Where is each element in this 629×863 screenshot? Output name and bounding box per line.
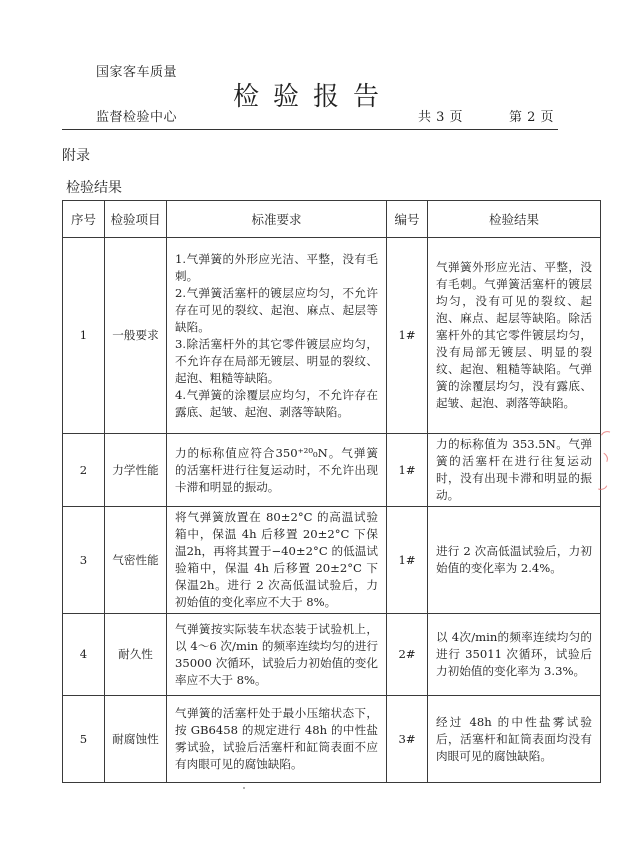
- header-divider: [62, 129, 558, 130]
- standard-clause: 气弹簧的活塞杆处于最小压缩状态下，按 GB6458 的规定进行 48h 的中性盐雾试验，试验后活塞杆和缸筒表面不应有肉眼可见的腐蚀缺陷。: [175, 706, 378, 771]
- row-standard: [167, 507, 387, 614]
- standard-clause: 力的标称值应符合350⁺²⁰₀N。气弹簧的活塞杆进行往复运动时，不允许出现卡滞和明显的振动。: [175, 445, 378, 494]
- results-heading: 检验结果: [66, 180, 122, 196]
- standard-clause: 3.除活塞杆外的其它零件镀层应均匀，不允许存在局部无镀层、明显的裂纹、起泡、粗糙等缺陷。: [175, 336, 378, 385]
- standard-clause: 2.气弹簧活塞杆的镀层应均匀，不允许存在可见的裂纹、起泡、麻点、起层等缺陷。: [175, 285, 378, 334]
- table-row: [63, 238, 601, 434]
- org-name-line1: 国家客车质量: [96, 65, 178, 80]
- row-standard: [167, 696, 387, 783]
- row-result: 以 4次/min的频率连续均匀的进行 35011 次循环，试验后力初始值的变化率为 3.3%。: [428, 614, 601, 696]
- results-table: [62, 200, 601, 783]
- seal-stamp-fragment: ◜ ◝ ◞: [596, 424, 613, 495]
- row-code: 1#: [387, 507, 428, 614]
- row-result: 气弹簧外形应光洁、平整，没有毛刺。气弹簧活塞杆的镀层均匀，没有可见的裂纹、起泡、麻点、起层等缺陷。除活塞杆外的其它零件镀层均匀，没有局部无镀层、明显的裂纹、起泡、粗糙等缺陷。气弹簧的涂覆层均匀，没有露底、起皱、起泡、剥落等缺陷。: [428, 238, 601, 434]
- row-standard: [167, 434, 387, 507]
- row-item: 耐久性: [105, 614, 167, 696]
- row-item: 一般要求: [105, 238, 167, 434]
- header-no: 序号: [63, 201, 105, 238]
- row-standard: [167, 614, 387, 696]
- standard-clause: 将气弹簧放置在 80±2°C 的高温试验箱中，保温 4h 后移置 20±2°C 下保温2h，再将其置于−40±2°C 的低温试验箱中，保温 4h 后移置 20±2°C 下保温2h。进行 2 次高低温试验后，力初始值的变化率应不大于 8%。: [175, 510, 378, 609]
- org-name-line2: 监督检验中心: [96, 110, 178, 125]
- table-row: [63, 434, 601, 507]
- row-code: 2#: [387, 614, 428, 696]
- appendix-label: 附录: [62, 148, 90, 164]
- current-page: 第 2 页: [509, 110, 555, 125]
- row-no: 2: [63, 434, 105, 507]
- table-row: [63, 507, 601, 614]
- table-header-row: [63, 201, 601, 238]
- header-standard: 标准要求: [167, 201, 387, 238]
- row-no: 4: [63, 614, 105, 696]
- row-no: 1: [63, 238, 105, 434]
- table-row: [63, 696, 601, 783]
- row-code: 1#: [387, 434, 428, 507]
- standard-clause: 4.气弹簧的涂覆层应均匀，不允许存在露底、起皱、起泡、剥落等缺陷。: [175, 387, 378, 419]
- row-item: 力学性能: [105, 434, 167, 507]
- table-row: [63, 614, 601, 696]
- row-standard: [167, 238, 387, 434]
- report-title: 检验报告: [233, 82, 394, 112]
- row-code: 3#: [387, 696, 428, 783]
- standard-clause: 气弹簧按实际装车状态装于试验机上，以 4～6 次/min 的频率连续均匀的进行 35000 次循环，试验后力初始值的变化率应不大于 8%。: [175, 621, 378, 687]
- row-item: 气密性能: [105, 507, 167, 614]
- standard-clause: 1.气弹簧的外形应光洁、平整，没有毛刺。: [175, 251, 378, 283]
- row-result: 力的标称值为 353.5N。气弹簧的活塞杆在进行往复运动时，没有出现卡滞和明显的振动。: [428, 434, 601, 507]
- row-no: 5: [63, 696, 105, 783]
- row-code: 1#: [387, 238, 428, 434]
- header-result: 检验结果: [428, 201, 601, 238]
- total-pages: 共 3 页: [418, 110, 464, 125]
- row-result: 经过 48h 的中性盐雾试验后，活塞杆和缸筒表面均没有肉眼可见的腐蚀缺陷。: [428, 696, 601, 783]
- header-code: 编号: [387, 201, 428, 238]
- header-item: 检验项目: [105, 201, 167, 238]
- row-no: 3: [63, 507, 105, 614]
- row-item: 耐腐蚀性: [105, 696, 167, 783]
- scan-speck: [243, 787, 245, 789]
- row-result: 进行 2 次高低温试验后，力初始值的变化率为 2.4%。: [428, 507, 601, 614]
